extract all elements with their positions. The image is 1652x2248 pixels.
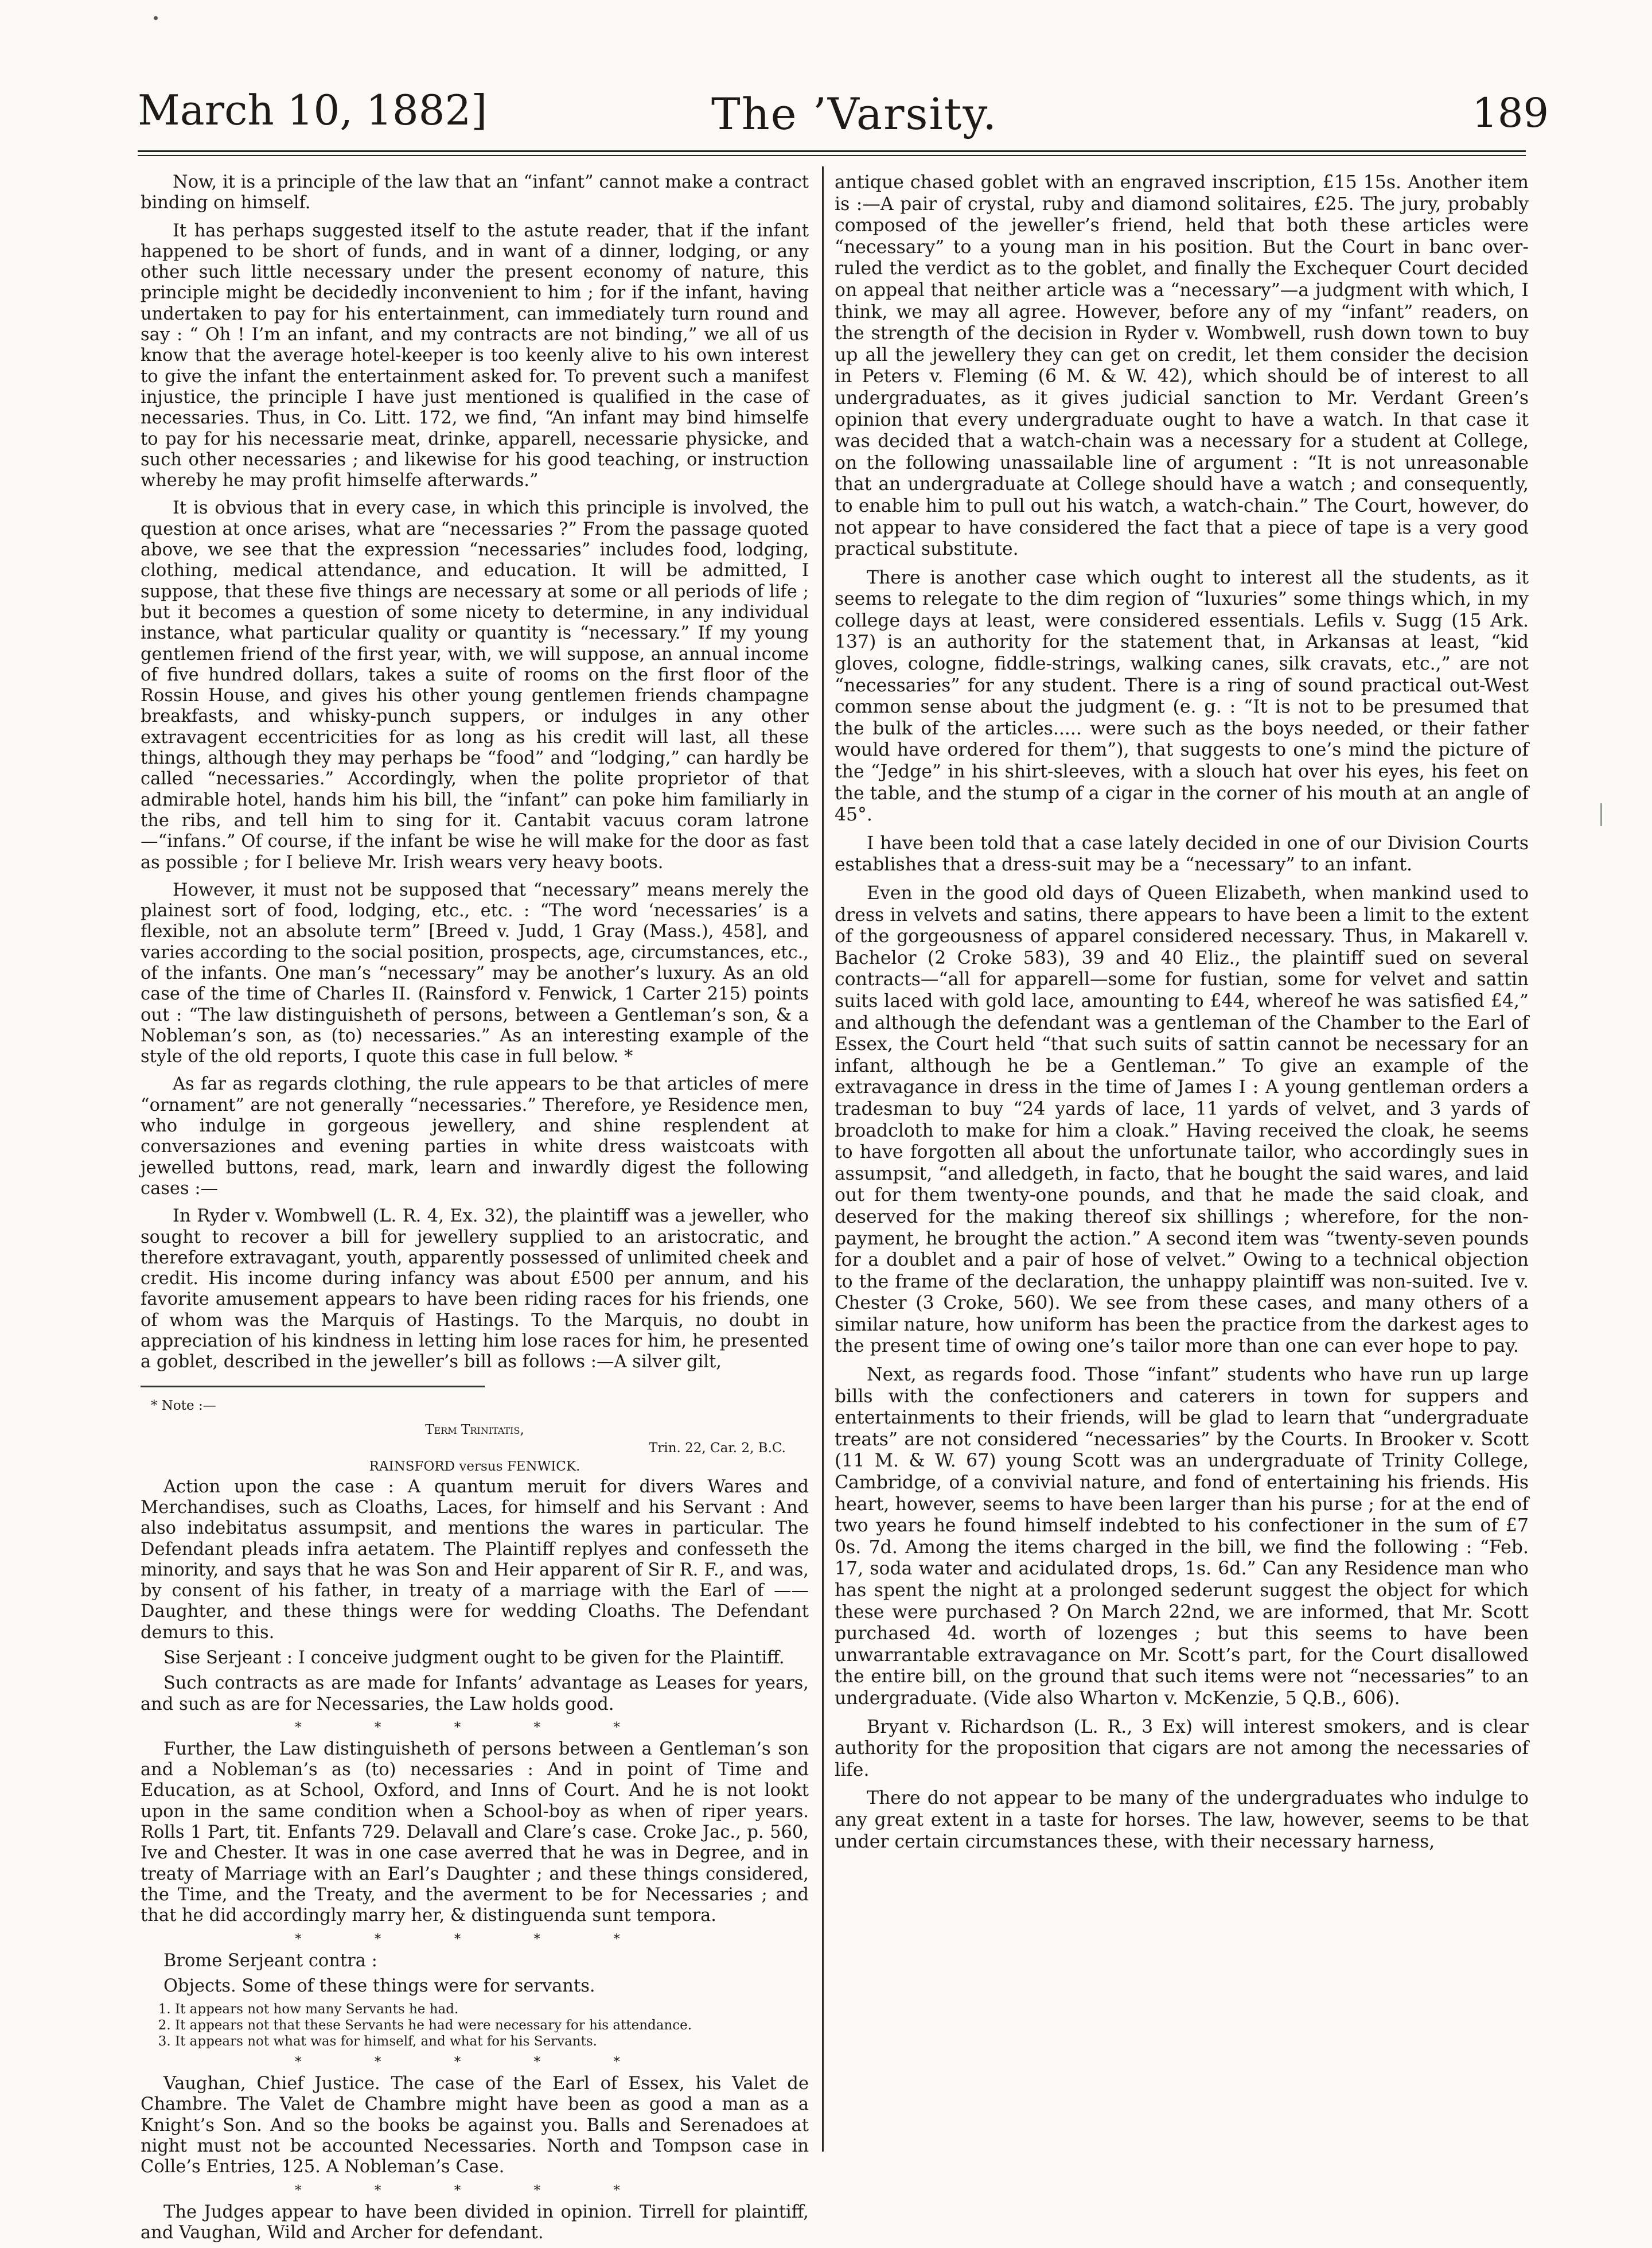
footnote-paragraph: Further, the Law distinguisheth of persons between a Gentleman’s son and a Nobleman’s as (to) necessaries : And in point of Time and Education, as at School, Oxford, and Inns of Court. And he is not lookt upon in the same condition when a School-boy as when of riper years. Rolls 1 Part, tit. Enfants 729. Delavall and Clare’s case. Croke Jac., p. 560, Ive and Chester. It was in one case averred that he was in Degree, and in treaty of Marriage with an Earl’s Daughter ; and these things considered, the Time, and the Treaty, and the averment to be for Necessaries ; and that he did accordingly marry her, & distinguenda sunt tempora. [141,1738,809,1926]
right-column [835,172,1529,1860]
page-edge-mark [1600,803,1602,826]
footnote-term-ref: Trin. 22, Car. 2, B.C. [649,1440,786,1456]
right-paragraph: Bryant v. Richardson (L. R., 3 Ex) will interest smokers, and is clear authority for the proposition that cigars are not among the necessaries of life. [835,1716,1529,1780]
issue-date: March 10, 1882] [138,86,488,134]
footnote-paragraph: Sise Serjeant : I conceive judgment ought to be given for the Plaintiff. [163,1648,785,1668]
footnote-separator [141,1386,485,1387]
footnote-paragraph: Brome Serjeant contra : [163,1950,377,1971]
right-paragraph: antique chased goblet with an engraved inscription, £15 15s. Another item is :—A pair of crystal, ruby and diamond solitaires, £25. The jury, probably composed of the jeweller’s friend, held that both these articles were “necessary” to a young man in his position. But the Court in banc over-ruled the verdict as to the goblet, and finally the Exchequer Court decided on appeal that neither article was a “necessary”—a judgment with which, I think, we may all agree. However, before any of my “infant” readers, on the strength of the decision in Ryder v. Wombwell, rush down town to buy up all the jewellery they can get on credit, let them consider the decision in Peters v. Fleming (6 M. & W. 42), which should be of interest to all undergraduates, as it gives judicial sanction to Mr. Verdant Green’s opinion that every undergraduate ought to have a watch. In that case it was decided that a watch-chain was a necessary for a student at College, on the following unassailable line of argument : “It is not unreasonable that an undergraduate at College should have a watch ; and consequently, to enable him to pull out his watch, a watch-chain.” The Court, however, do not appear to have considered the fact that a piece of tape is a very good practical substitute. [835,172,1529,560]
left-paragraph: It is obvious that in every case, in which this principle is involved, the question at once arises, what are “necessaries ?” From the passage quoted above, we see that the expression “necessaries” includes food, lodging, clothing, medical attendance, and education. It will be admitted, I suppose, that these five things are necessary at some or all periods of life ; but it becomes a question of some nicety to determine, in any individual instance, what particular quality or quantity is “necessary.” If my young gentlemen friend of the first year, with, we will suppose, an annual income of five hundred dollars, takes a suite of rooms on the first floor of the Rossin House, and gives his other young gentlemen friends champagne breakfasts, and whisky-punch suppers, or indulges in any other extravagent eccentricities for as long as his credit will last, all these things, although they may perhaps be “food” and “lodging,” can hardly be called “necessaries.” Accordingly, when the polite proprietor of that admirable hotel, hands him his bill, the “infant” can poke him familiarly in the ribs, and tell him to sing for it. Cantabit vacuus coram latrone—“infans.” Of course, if the infant be wise he will make for the door as fast as possible ; for I believe Mr. Irish wears very heavy boots. [141,498,809,873]
objection-item: 3. It appears not what was for himself, and what for his Servants. [175,2033,809,2049]
print-speck [154,16,158,20]
footnote-stars: * * * * * [295,1931,654,1947]
footnote-stars: * * * * * [295,2183,654,2198]
footnote-marker: * Note :— [151,1398,216,1413]
footnote-stars: * * * * * [295,1720,654,1735]
right-paragraph: Even in the good old days of Queen Elizabeth, when mankind used to dress in velvets and satins, there appears to have been a limit to the extent of the gorgeousness of apparel considered necessary. Thus, in Makarell v. Bachelor (2 Croke 583), 39 and 40 Eliz., the plaintiff sued on several contracts—“all for apparell—some for fustian, some for velvet and sattin suits laced with gold lace, amounting to £44, whereof he was satisfied £4,” and although the defendant was a gentleman of the Chamber to the Earl of Essex, the Court held “that such suits of sattin cannot be necessary for an infant, although he be a Gentleman.” To give an example of the extravagance in dress in the time of James I : A young gentleman orders a tradesman to buy “24 yards of lace, 11 yards of velvet, and 3 yards of broadcloth to make for him a cloak.” Having received the cloak, he seems to have forgotten all about the unfortunate tailor, who accordingly sues in assumpsit, “and alledgeth, in facto, that he bought the said wares, and laid out for them twenty-one pounds, and that he made the said cloak, and deserved for the making thereof six shillings ; wherefore, for the non-payment, he brought the action.” A second item was “twenty-seven pounds for a doublet and a pair of hose of velvet.” Owing to a technical objection to the frame of the declaration, the unhappy plaintiff was non-suited. Ive v. Chester (3 Croke, 560). We see from these cases, and many others of a similar nature, how uniform has been the practice from the darkest ages to the present time of owing one’s tailor more than one can ever hope to pay. [835,883,1529,1357]
objection-item: 1. It appears not how many Servants he had. [175,2001,809,2017]
footnote-paragraph: Such contracts as are made for Infants’ advantage as Leases for years, and such as are for Necessaries, the Law holds good. [141,1673,809,1714]
masthead-rule-secondary [138,155,1526,156]
left-paragraph: It has perhaps suggested itself to the astute reader, that if the infant happened to be short of funds, and in want of a dinner, lodging, or any other such little necessary under the present economy of nature, this principle might be decidedly inconvenient to him ; for if the infant, having undertaken to pay for his entertainment, can immediately turn round and say : “ Oh ! I’m an infant, and my contracts are not binding,” we all of us know that the average hotel-keeper is too keenly alive to his own interest to give the infant the entertainment asked for. To prevent such a manifest injustice, the principle I have just mentioned is qualified in the case of necessaries. Thus, in Co. Litt. 172, we find, “An infant may bind himselfe to pay for his necessarie meat, drinke, apparell, necessarie physicke, and such other necessaries ; and likewise for his good teaching, or instruction whereby he may profit himselfe afterwards.” [141,220,809,491]
left-paragraph: In Ryder v. Wombwell (L. R. 4, Ex. 32), the plaintiff was a jeweller, who sought to recover a bill for jewellery supplied to an aristocratic, and therefore extravagant, youth, apparently possessed of unlimited cheek and credit. His income during infancy was about £500 per annum, and his favorite amusement appears to have been riding races for his friends, one of whom was the Marquis of Hastings. To the Marquis, no doubt in appreciation of his kindness in letting him lose races for him, he presented a goblet, described in the jeweller’s bill as follows :—A silver gilt, [141,1206,809,1372]
page-number: 189 [1472,90,1549,137]
footnote [141,1398,809,2244]
footnote-term: Term Trinitatis, [425,1422,524,1437]
footnote-objections [175,2001,809,2049]
left-paragraph: Now, it is a principle of the law that an “infant” cannot make a contract binding on himself. [141,172,809,213]
right-paragraph: There do not appear to be many of the undergraduates who indulge to any great extent in a taste for horses. The law, however, seems to be that under certain circumstances these, with their necessary harness, [835,1788,1529,1852]
objection-item: 2. It appears not that these Servants he had were necessary for his attendance. [175,2017,809,2033]
right-paragraph: Next, as regards food. Those “infant” students who have run up large bills with the confectioners and caterers in town for suppers and entertainments to their friends, will be glad to learn that “undergraduate treats” are not considered “necessaries” by the Courts. In Brooker v. Scott (11 M. & W. 67) young Scott was an undergraduate of Trinity College, Cambridge, of a convivial nature, and fond of entertaining his friends. His heart, however, seems to have been larger than his purse ; for at the end of two years he found himself indebted to his confectioner in the sum of £7 0s. 7d. Among the items charged in the bill, we find the following : “Feb. 17, soda water and acidulated drops, 1s. 6d.” Can any Residence man who has spent the night at a prolonged sederunt suggest the object for which these were purchased ? On March 22nd, we are informed, that Mr. Scott purchased 4d. worth of lozenges ; but this seems to have been unwarrantable extravagance on Mr. Scott’s part, for the Court disallowed the entire bill, on the ground that such items were not “necessaries” to an undergraduate. (Vide also Wharton v. McKenzie, 5 Q.B., 606). [835,1364,1529,1709]
masthead [138,86,1549,149]
right-paragraph: There is another case which ought to interest all the students, as it seems to relegate to the dim region of “luxuries” some things which, in my college days at least, were considered essentials. Lefils v. Sugg (15 Ark. 137) is an authority for the statement that, in Arkansas at least, “kid gloves, cologne, fiddle-strings, walking canes, silk cravats, etc.,” are not “necessaries” for any student. There is a ring of sound practical out-West common sense about the judgment (e. g. : “It is not to be presumed that the bulk of the articles..... were such as the boys needed, or their father would have ordered for them”), that suggests to one’s mind the picture of the “Jedge” in his shirt-sleeves, with a slouch hat over his eyes, his feet on the table, and the stump of a cigar in the corner of his mouth at an angle of 45°. [835,567,1529,826]
left-paragraph: As far as regards clothing, the rule appears to be that articles of mere “ornament” are not generally “necessaries.” Therefore, ye Residence men, who indulge in gorgeous jewellery, and shine resplendent at conversaziones and evening parties in white dress waistcoats with jewelled buttons, read, mark, learn and inwardly digest the following cases :— [141,1074,809,1199]
footnote-stars: * * * * * [295,2055,654,2070]
column-divider [822,166,824,2152]
footnote-case-title: RAINSFORD versus FENWICK. [369,1459,580,1474]
left-column [141,172,809,2248]
publication-title: The ’Varsity. [711,88,998,139]
footnote-paragraph: Objects. Some of these things were for servants. [163,1975,595,1996]
left-paragraph: However, it must not be supposed that “necessary” means merely the plainest sort of food, lodging, etc., etc. : “The word ‘necessaries’ is a flexible, not an absolute term” [Breed v. Judd, 1 Gray (Mass.), 458], and varies according to the social position, prospects, age, circumstances, etc., of the infants. One man’s “necessary” may be another’s luxury. As an old case of the time of Charles II. (Rainsford v. Fenwick, 1 Carter 215) points out : “The law distinguisheth of persons, between a Gentleman’s son, & a Nobleman’s son, as (to) necessaries.” As an interesting example of the style of the old reports, I quote this case in full below. * [141,880,809,1067]
footnote-closing: Vaughan, Chief Justice. The case of the Earl of Essex, his Valet de Chambre. The Valet de Chambre might have been as good a man as a Knight’s Son. And so the books be against you. Balls and Serenadoes at night must not be accounted Necessaries. North and Tompson case in Colle’s Entries, 125. A Nobleman’s Case. [141,2074,809,2177]
masthead-rule [138,150,1526,152]
right-paragraph: I have been told that a case lately decided in one of our Division Courts establishes that a dress-suit may be a “necessary” to an infant. [835,833,1529,876]
footnote-paragraph: Action upon the case : A quantum meruit for divers Wares and Merchandises, such as Cloaths, Laces, for himself and his Servant : And also indebitatus assumpsit, and mentions the wares in particular. The Defendant pleads infra aetatem. The Plaintiff replyes and confesseth the minority, and says that he was Son and Heir apparent of Sir R. F., and was, by consent of his father, in treaty of a marriage with the Earl of —— Daughter, and these things were for wedding Cloaths. The Defendant demurs to this. [141,1476,809,1643]
footnote-closing: The Judges appear to have been divided in opinion. Tirrell for plaintiff, and Vaughan, Wild and Archer for defendant. [141,2202,809,2243]
